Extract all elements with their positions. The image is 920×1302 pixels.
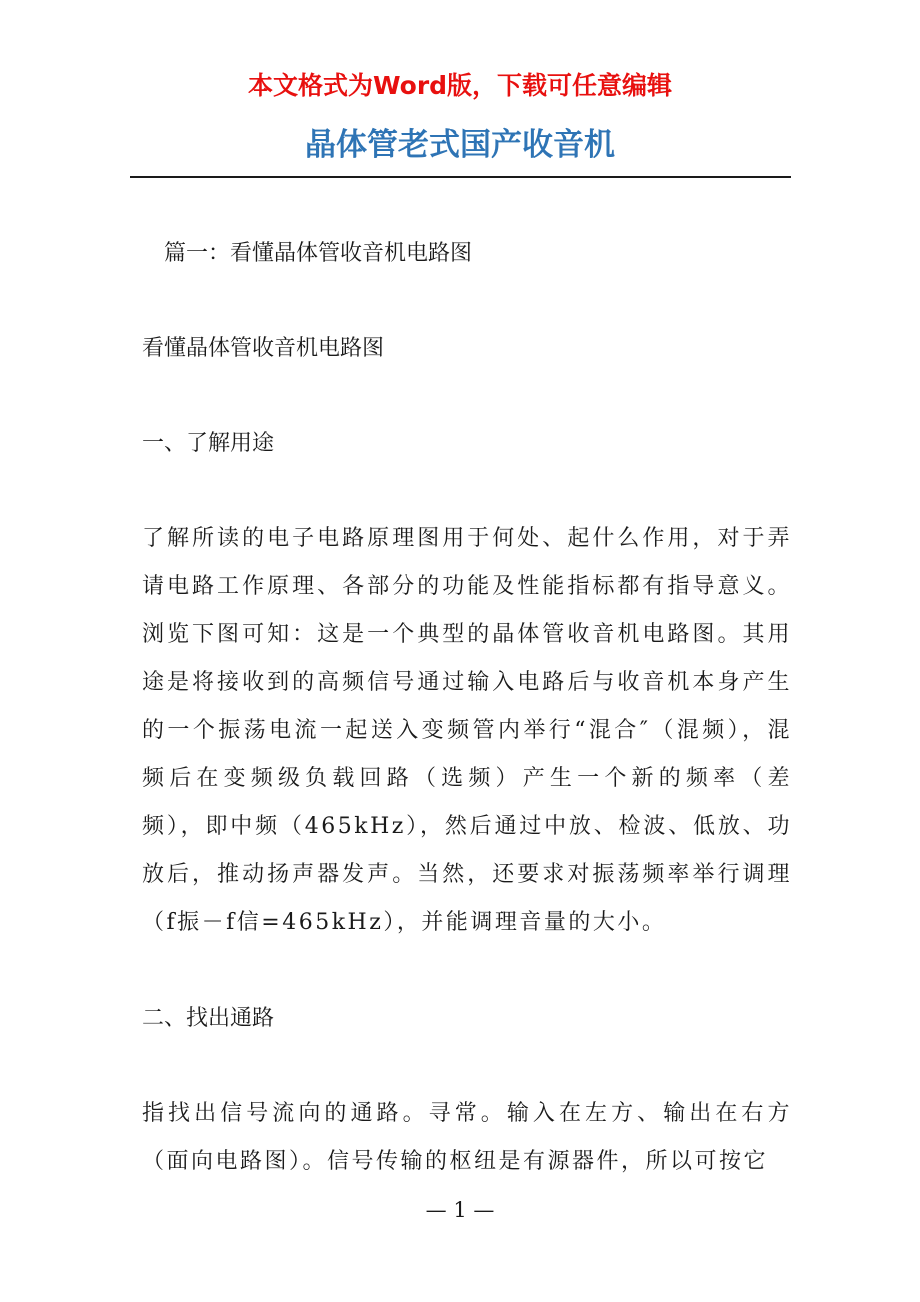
paragraph-purpose: 了解所读的电子电路原理图用于何处、起什么作用，对于弄请电路工作原理、各部分的功能及性能指标都有指导意义。浏览下图可知：这是一个典型的晶体管收音机电路图。其用途是将接收到的高频信号通过输入电路后与收音机本身产生的一个振荡电流一起送入变频管内举行“混合″（混频），混频后在变频级负载回路（选频）产生一个新的频率（差频），即中频（465kHz），然后通过中放、检波、低放、功放后，推动扬声器发声。当然，还要求对振荡频率举行调理（f振－f信=465kHz），并能调理音量的大小。 (142, 526, 792, 935)
heading-understand-purpose: 一、了解用途 (142, 431, 275, 456)
document-title: 晶体管老式国产收音机 (305, 127, 615, 163)
document-body (142, 230, 792, 1186)
subtitle: 看懂晶体管收音机电路图 (142, 336, 385, 361)
format-banner: 本文格式为Word版，下载可任意编辑 (247, 71, 673, 100)
title-divider (130, 176, 791, 178)
heading-find-path: 二、找出通路 (142, 1006, 275, 1031)
section-heading-part-one: 篇一：看懂晶体管收音机电路图 (164, 241, 473, 266)
page-number: — 1 — (425, 1198, 495, 1222)
paragraph-path: 指找出信号流向的通路。寻常。输入在左方、输出在右方（面向电路图）。信号传输的枢纽是有源器件，所以可按它 (142, 1101, 792, 1174)
